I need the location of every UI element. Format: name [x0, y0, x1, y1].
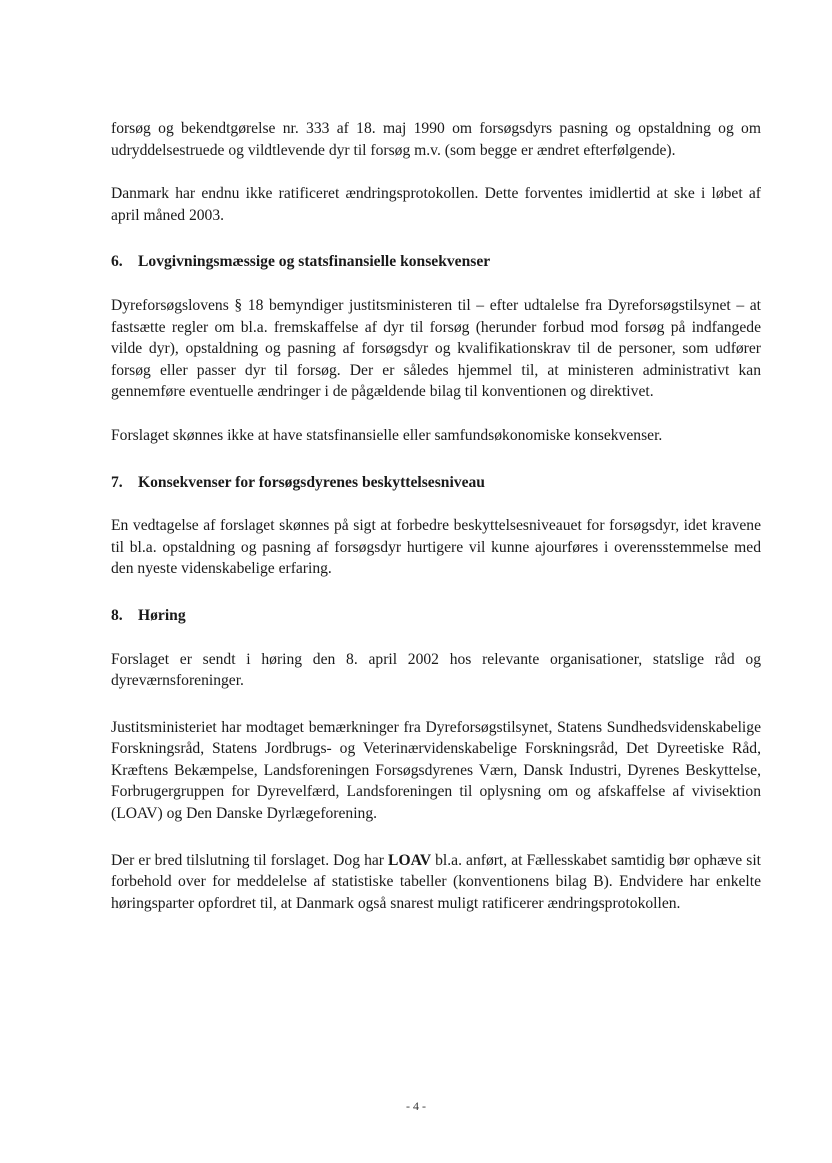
heading-section-6-text: Lovgivningsmæssige og statsfinansielle konsekvenser	[138, 253, 491, 271]
paragraph-support-text-a: Der er bred tilslutning til forslaget. Dog har	[111, 851, 389, 869]
paragraph-ratification: Danmark har endnu ikke ratificeret ændringsprotokollen. Dette forventes imidlertid at ske i løbet af april måned 2003.	[111, 185, 761, 224]
heading-section-7-text: Konsekvenser for forsøgsdyrenes beskyttelsesniveau	[138, 473, 485, 491]
paragraph-consultation: Forslaget er sendt i høring den 8. april 2002 hos relevante organisationer, statslige råd og dyreværnsforeninger.	[111, 650, 761, 690]
paragraph-financial: Forslaget skønnes ikke at have statsfinansielle eller samfundsøkonomiske konsekvenser.	[111, 426, 663, 444]
heading-section-7-number: 7.	[111, 473, 123, 491]
paragraph-authority: Dyreforsøgslovens § 18 bemyndiger justitsministeren til – efter udtalelse fra Dyreforsøgstilsynet – at fastsætte regler om bl.a. fremskaffelse af dyr til forsøg (herunder forbud mod forsøg på indfangede vilde dyr), opstaldning og pasning af forsøgsdyr og kvalifikationskrav til de personer, som udfører forsøg eller passer dyr til forsøg. Der er således hjemmel til, at ministeren administrativt kan gennemføre eventuelle ændringer i de pågældende bilag til konventionen og direktivet.	[111, 296, 761, 401]
document-page	[111, 118, 761, 914]
paragraph-regulations: forsøg og bekendtgørelse nr. 333 af 18. maj 1990 om forsøgsdyrs pasning og opstaldning og om udryddelsestruede og vildtlevende dyr til forsøg m.v. (som begge er ændret efterfølgende).	[111, 120, 761, 159]
heading-section-6-number: 6.	[111, 253, 123, 271]
paragraph-support-text-b: bl.a. anført, at Fællesskabet samtidig bør ophæve sit forbehold over for meddelelse af statistiske tabeller (konventionens bilag B). Endvidere har enkelte høringsparter opfordret til, at Danmark også snarest muligt ratificerer ændringsprotokollen.	[111, 851, 761, 912]
heading-section-8-text: Høring	[138, 606, 186, 624]
paragraph-responses: Justitsministeriet har modtaget bemærkninger fra Dyreforsøgstilsynet, Statens Sundhedsvidenskabelige Forskningsråd, Statens Jordbrugs- og Veterinærvidenskabelige Forskningsråd, Det Dyreetiske Råd, Kræftens Bekæmpelse, Landsforeningen Forsøgsdyrenes Værn, Dansk Industri, Dyrenes Beskyttelse, Forbrugergruppen for Dyrevelfærd, Landsforeningen til oplysning om og afskaffelse af vivisektion (LOAV) og Den Danske Dyrlægeforening.	[111, 718, 761, 823]
heading-section-8	[111, 605, 761, 627]
paragraph-protection-level: En vedtagelse af forslaget skønnes på sigt at forbedre beskyttelsesniveauet for forsøgsdyr, idet kravene til bl.a. opstaldning og pasning af forsøgsdyr hurtigere vil kunne ajourføres i overensstemmelse med den nyeste videnskabelige erfaring.	[111, 517, 761, 578]
paragraph-support-loav: LOAV	[388, 851, 432, 869]
page-number: - 4 -	[406, 1099, 426, 1113]
heading-section-8-number: 8.	[111, 606, 123, 624]
heading-section-7	[111, 472, 761, 494]
paragraph-support	[111, 850, 761, 915]
heading-section-6	[111, 251, 761, 273]
